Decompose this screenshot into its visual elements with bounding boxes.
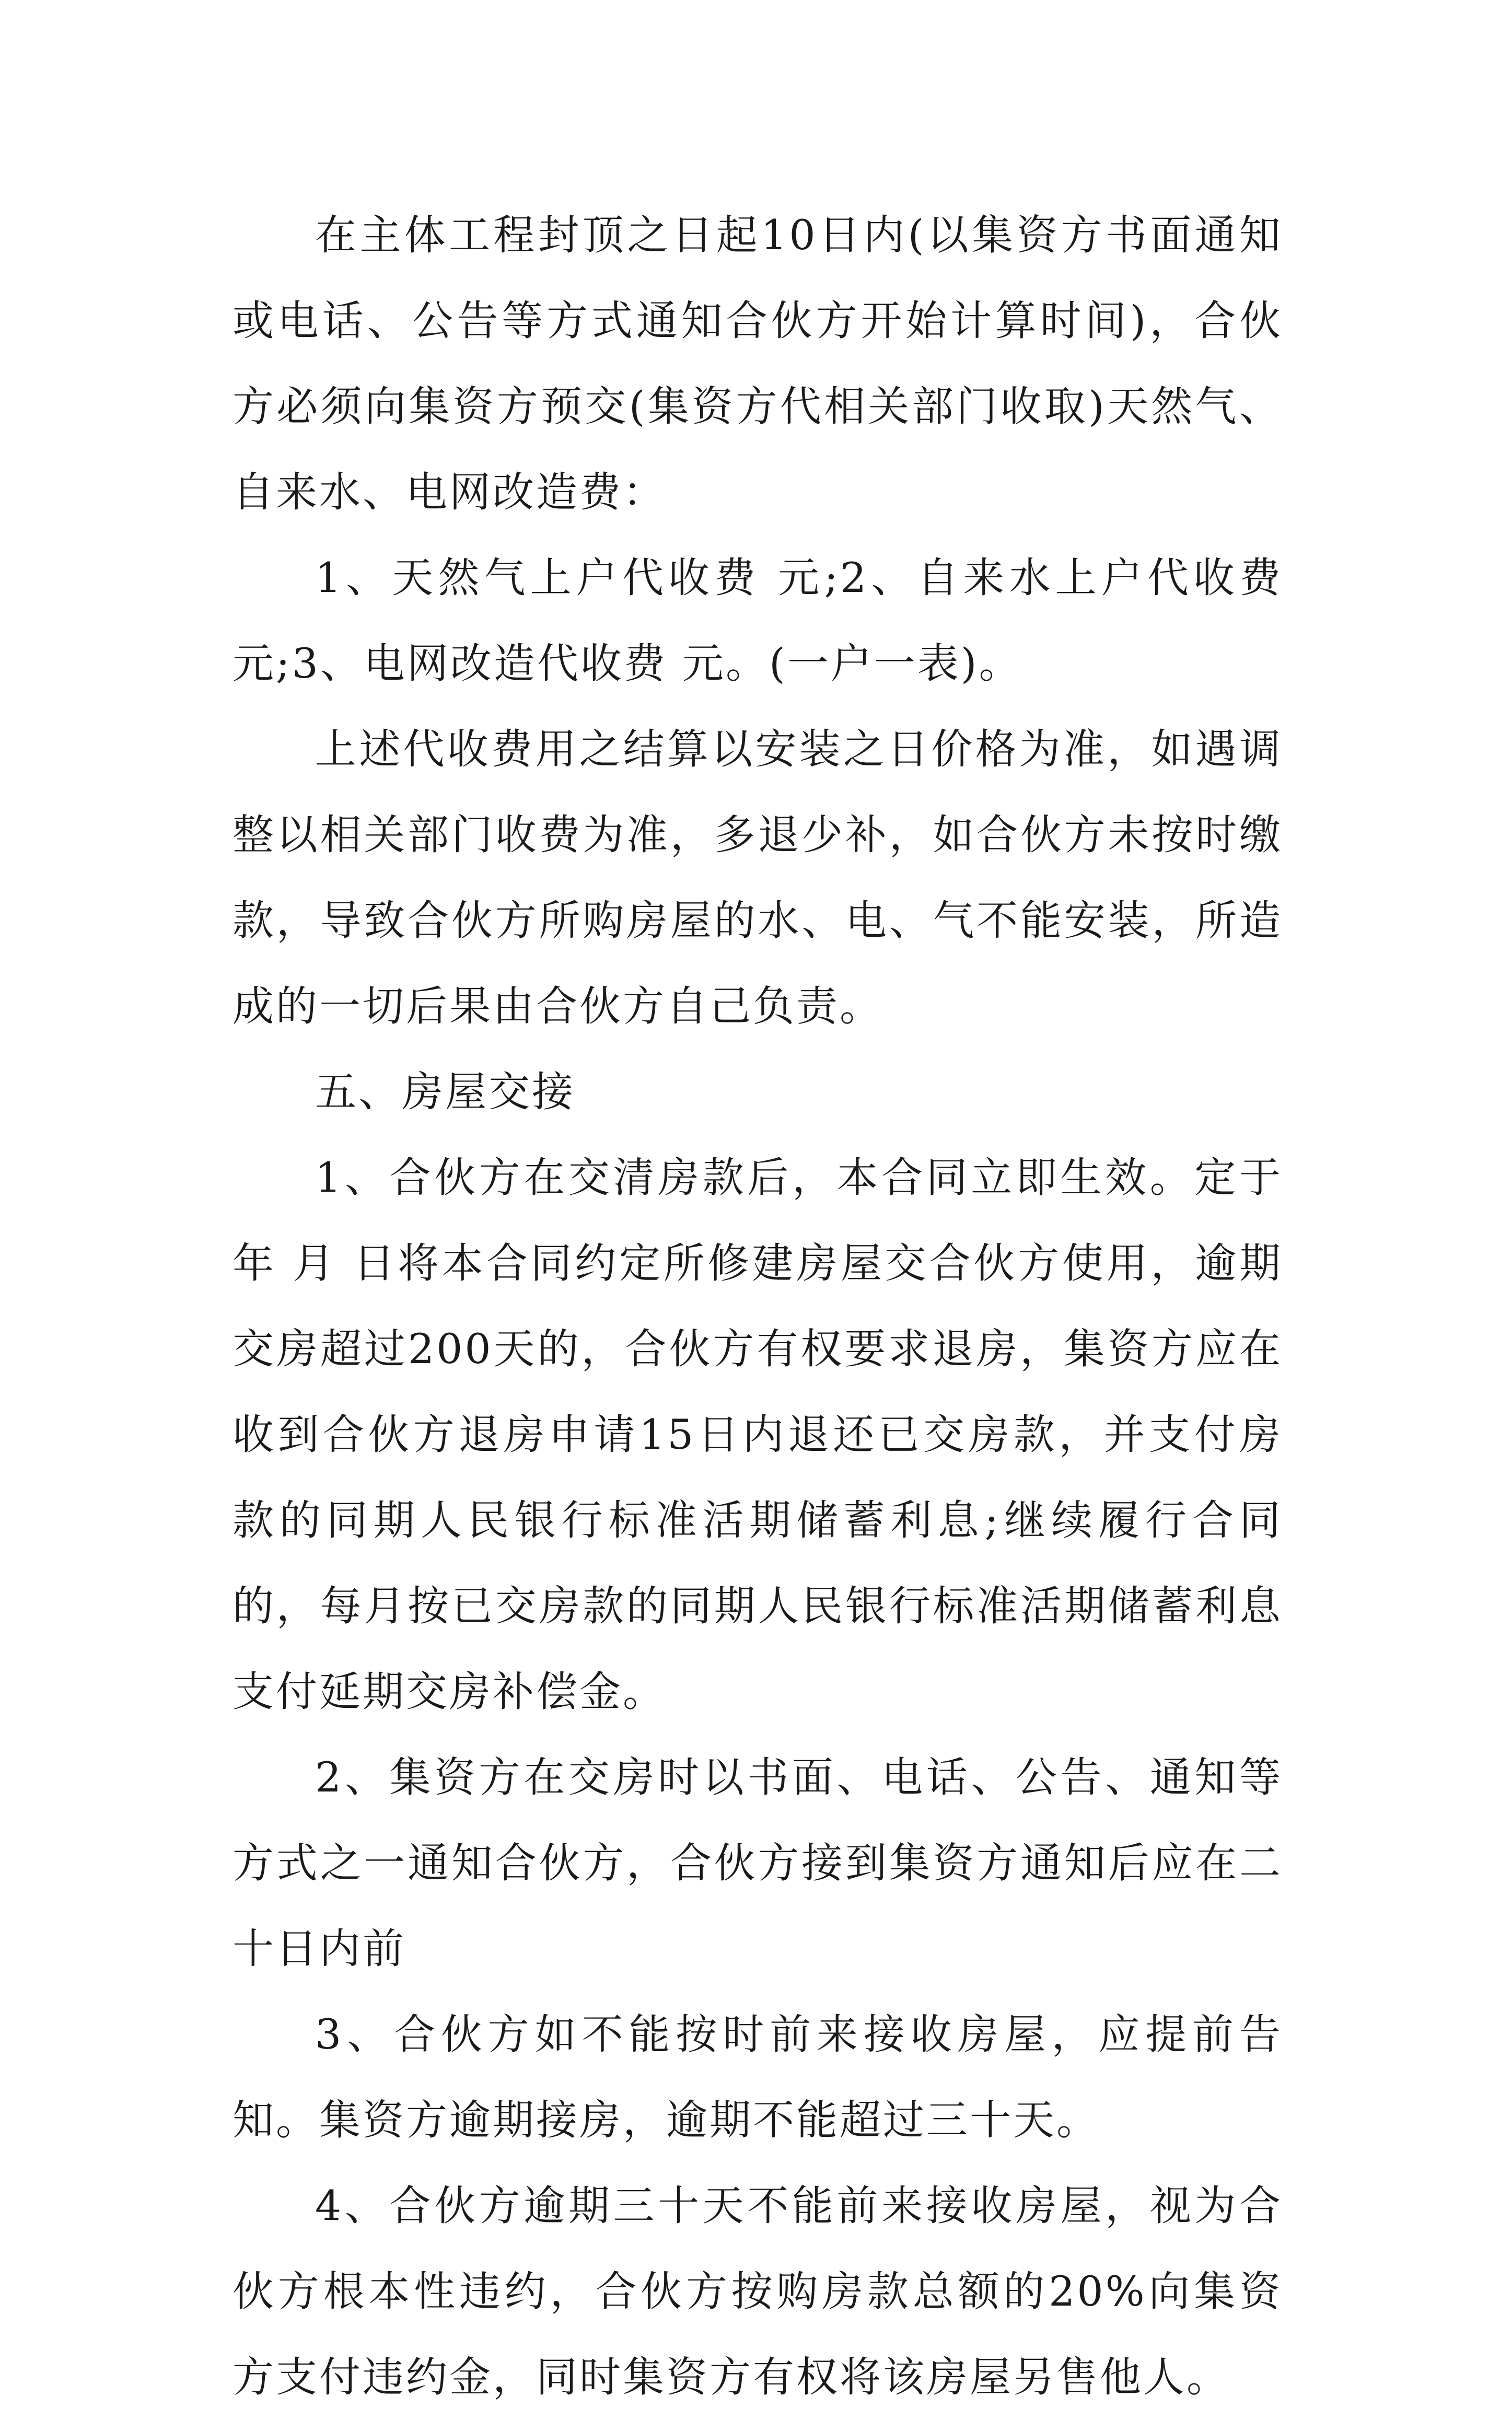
paragraph-handover-3: 3、合伙方如不能按时前来接收房屋，应提前告知。集资方逾期接房，逾期不能超过三十天。 xyxy=(232,2010,1283,2144)
paragraph-fee-settlement: 上述代收费用之结算以安装之日价格为准，如遇调整以相关部门收费为准，多退少补，如合伙方未按时缴款，导致合伙方所购房屋的水、电、气不能安装，所造成的一切后果由合伙方自己负责。 xyxy=(232,725,1283,1030)
paragraph-fee-prepayment: 在主体工程封顶之日起10日内(以集资方书面通知或电话、公告等方式通知合伙方开始计算时间)，合伙方必须向集资方预交(集资方代相关部门收取)天然气、自来水、电网改造费： xyxy=(232,211,1283,516)
paragraph-handover-4: 4、合伙方逾期三十天不能前来接收房屋，视为合伙方根本性违约，合伙方按购房款总额的20%向集资方支付违约金，同时集资方有权将该房屋另售他人。 xyxy=(232,2182,1283,2401)
paragraph-fee-items: 1、天然气上户代收费 元;2、自来水上户代收费 元;3、电网改造代收费 元。(一户一表)。 xyxy=(232,554,1283,688)
section-heading-handover: 五、房屋交接 xyxy=(315,1068,575,1116)
paragraph-handover-1: 1、合伙方在交清房款后，本合同立即生效。定于 年 月 日将本合同约定所修建房屋交合伙方使用，逾期交房超过200天的，合伙方有权要求退房，集资方应在收到合伙方退房申请15日内退还已交房款，并支付房款的同期人民银行标准活期储蓄利息;继续履行合同的，每月按已交房款的同期人民银行标准活期储蓄利息支付延期交房补偿金。 xyxy=(232,1154,1283,1716)
paragraph-handover-2: 2、集资方在交房时以书面、电话、公告、通知等方式之一通知合伙方，合伙方接到集资方通知后应在二十日内前 xyxy=(232,1753,1283,1973)
document-body xyxy=(232,192,1283,2420)
